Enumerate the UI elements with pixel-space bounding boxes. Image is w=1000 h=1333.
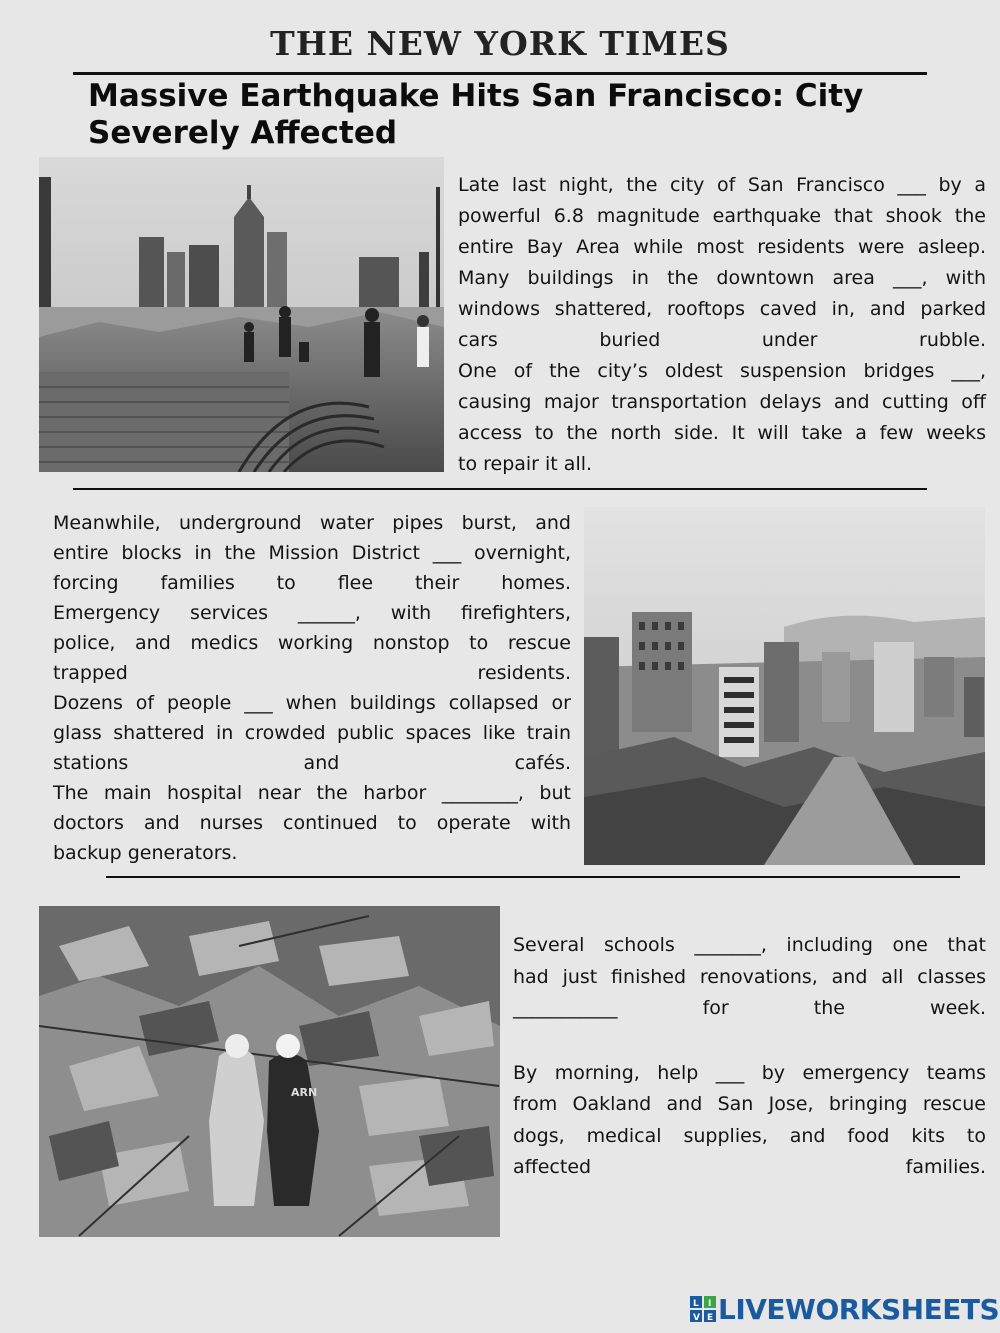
text-line: access to the north side. It will take a few weeks <box>458 422 986 444</box>
article-section-3 <box>513 930 986 1184</box>
text-line: police, and medics working nonstop to rescue <box>53 632 571 654</box>
text-line: One of the city’s oldest suspension bridges ___, <box>458 360 986 382</box>
text-line: stations and cafés. <box>53 752 571 774</box>
section-divider-2 <box>106 876 960 878</box>
text-line: entire blocks in the Mission District ___ overnight, <box>53 542 571 564</box>
icon-letter: E <box>707 1313 714 1322</box>
photo-downtown-ruins <box>39 157 444 472</box>
icon-letter: I <box>708 1299 712 1309</box>
text-line: Dozens of people ___ when buildings collapsed or <box>53 692 571 714</box>
text-line: Emergency services ______, with firefighters, <box>53 602 571 624</box>
photo-aerial-destruction <box>584 507 985 865</box>
masthead: THE NEW YORK TIMES <box>270 24 730 63</box>
text-line: from Oakland and San Jose, bringing rescue <box>513 1093 986 1115</box>
section-divider-1 <box>73 488 927 490</box>
liveworksheets-logo[interactable] <box>690 1292 999 1326</box>
text-line: Several schools _______, including one that <box>513 934 986 956</box>
text-line: dogs, medical supplies, and food kits to <box>513 1124 986 1147</box>
text-line: Many buildings in the downtown area ___, with <box>458 267 986 289</box>
text-line: causing major transportation delays and cutting off <box>458 391 986 413</box>
text-line: windows shattered, rooftops caved in, and parked <box>458 298 986 320</box>
text-line: Meanwhile, underground water pipes burst, and <box>53 512 571 534</box>
liveworksheets-wordmark: LIVEWORKSHEETS <box>718 1292 1000 1326</box>
text-line: backup generators. <box>53 842 238 864</box>
article-section-2 <box>53 508 571 868</box>
text-line: The main hospital near the harbor ________, but <box>53 782 571 804</box>
icon-letter: V <box>693 1313 700 1322</box>
text-line: to repair it all. <box>458 453 593 475</box>
text-line: cars buried under rubble. <box>458 329 986 351</box>
photo-rescue-workers <box>39 906 500 1237</box>
text-line: doctors and nurses continued to operate with <box>53 812 571 834</box>
blank-line <box>513 1025 986 1058</box>
liveworksheets-icon <box>690 1296 716 1322</box>
text-line: affected families. <box>513 1156 986 1178</box>
text-line: powerful 6.8 magnitude earthquake that shook the <box>458 205 986 227</box>
rescue-vest-label: ARN <box>291 1086 318 1099</box>
text-line: By morning, help ___ by emergency teams <box>513 1061 986 1084</box>
text-line: ___________ for the week. <box>513 997 986 1019</box>
text-line: glass shattered in crowded public spaces like train <box>53 722 571 744</box>
text-line: had just finished renovations, and all classes <box>513 965 986 988</box>
icon-letter: L <box>693 1299 699 1309</box>
text-line: trapped residents. <box>53 662 571 684</box>
text-line: entire Bay Area while most residents were asleep. <box>458 236 986 258</box>
text-line: Late last night, the city of San Francisco ___ by a <box>458 174 986 196</box>
article-section-1 <box>458 170 986 480</box>
text-line: forcing families to flee their homes. <box>53 572 571 594</box>
masthead-rule <box>73 72 927 75</box>
headline: Massive Earthquake Hits San Francisco: City Severely Affected <box>88 78 864 151</box>
